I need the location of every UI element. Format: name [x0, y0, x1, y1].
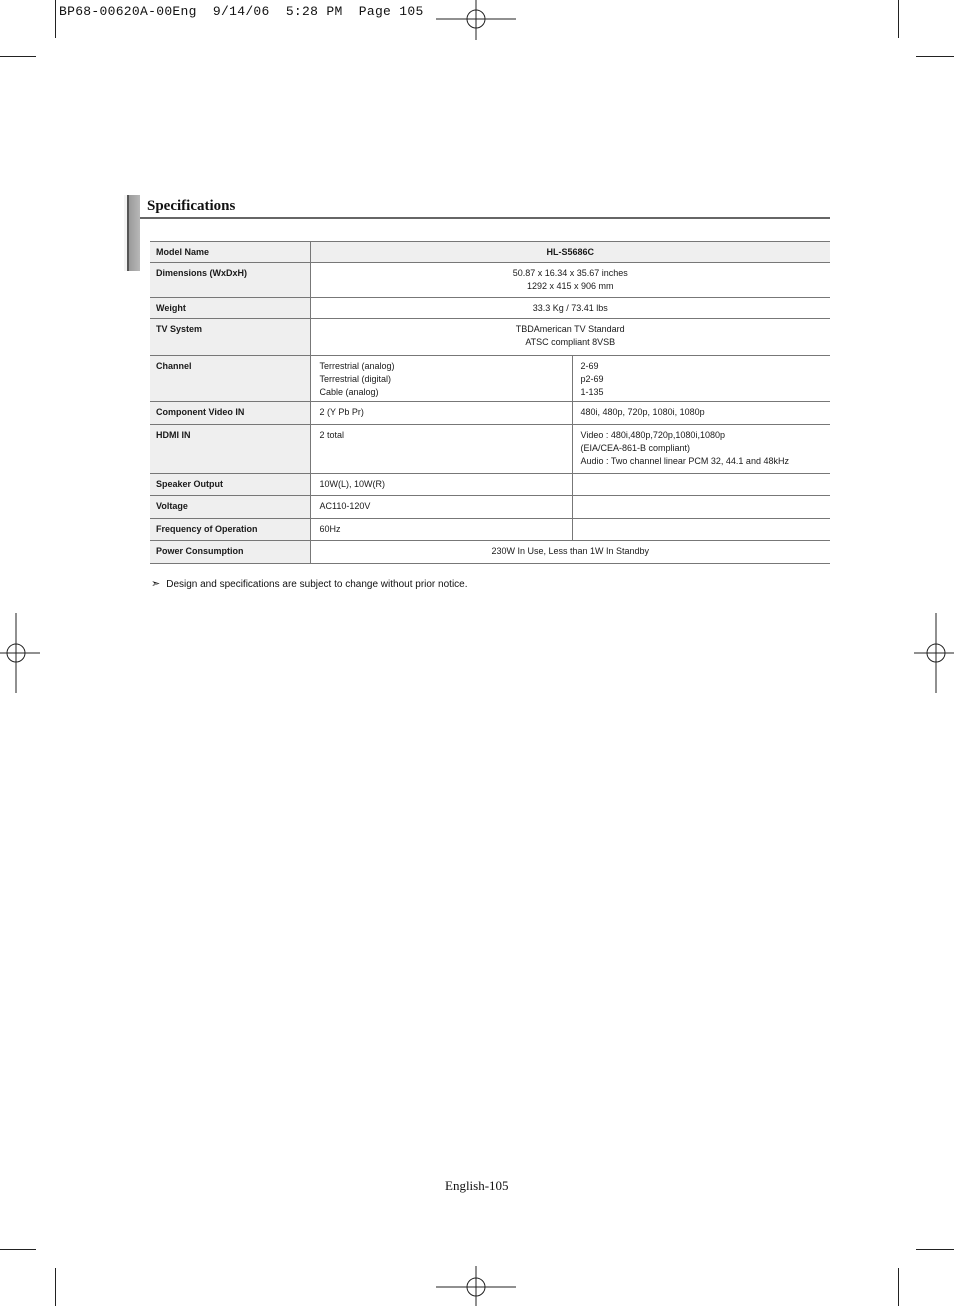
hdmi-detail: Video : 480i,480p,720p,1080i,1080p	[580, 430, 725, 440]
speaker-value: 10W(L), 10W(R)	[310, 474, 572, 496]
note-arrow-icon: ➣	[151, 578, 161, 590]
section-title: Specifications	[147, 198, 236, 214]
row-label: Channel	[150, 356, 310, 402]
hdmi-detail: (EIA/CEA-861-B compliant)	[580, 443, 691, 453]
table-row-weight	[150, 298, 830, 319]
registration-mark-bottom	[436, 1266, 516, 1306]
note-text: Design and specifications are subject to change without prior notice.	[166, 579, 468, 590]
channel-ranges	[572, 356, 830, 402]
empty-cell	[572, 519, 830, 541]
channel-type: Cable (analog)	[319, 387, 379, 397]
title-rule	[140, 217, 830, 219]
channel-range: 2-69	[580, 361, 599, 371]
tv-system-line: ATSC compliant 8VSB	[525, 337, 616, 347]
table-row-frequency	[150, 519, 830, 541]
table-row-power	[150, 541, 830, 564]
component-formats: 480i, 480p, 720p, 1080i, 1080p	[572, 402, 830, 425]
page-number: English-105	[445, 1178, 509, 1193]
registration-mark-left	[0, 613, 40, 693]
channel-type: Terrestrial (digital)	[319, 374, 392, 384]
crop-mark	[0, 1249, 36, 1250]
table-row-channel	[150, 356, 830, 402]
row-label: Frequency of Operation	[150, 519, 310, 541]
weight-value: 33.3 Kg / 73.41 lbs	[310, 298, 830, 319]
table-row-tv-system	[150, 319, 830, 356]
hdmi-details	[572, 425, 830, 474]
tv-system-line: TBDAmerican TV Standard	[515, 324, 625, 334]
row-label: Weight	[150, 298, 310, 319]
row-label: TV System	[150, 319, 310, 356]
table-row-dimensions	[150, 263, 830, 298]
empty-cell	[572, 474, 830, 496]
spec-change-note	[151, 577, 468, 590]
row-label: Speaker Output	[150, 474, 310, 496]
table-row-hdmi	[150, 425, 830, 474]
crop-mark	[55, 1268, 56, 1306]
crop-mark	[916, 1249, 954, 1250]
channel-type: Terrestrial (analog)	[319, 361, 395, 371]
specifications-table	[150, 241, 830, 564]
crop-mark	[55, 0, 56, 38]
dimensions-inches: 50.87 x 16.34 x 35.67 inches	[512, 268, 628, 278]
channel-range: p2-69	[580, 374, 604, 384]
section-side-bar	[124, 195, 140, 271]
row-label: Voltage	[150, 496, 310, 519]
print-slug: BP68-00620A-00Eng 9/14/06 5:28 PM Page 105	[59, 4, 424, 19]
frequency-value: 60Hz	[310, 519, 572, 541]
table-row-voltage	[150, 496, 830, 519]
power-value: 230W In Use, Less than 1W In Standby	[310, 541, 830, 564]
voltage-value: AC110-120V	[310, 496, 572, 519]
table-row-model	[150, 242, 830, 263]
hdmi-count: 2 total	[310, 425, 572, 474]
crop-mark	[898, 0, 899, 38]
crop-mark	[916, 56, 954, 57]
row-label: Model Name	[150, 242, 310, 263]
component-count: 2 (Y Pb Pr)	[310, 402, 572, 425]
dimensions-value	[310, 263, 830, 298]
row-label: Dimensions (WxDxH)	[150, 263, 310, 298]
empty-cell	[572, 496, 830, 519]
channel-range: 1-135	[580, 387, 604, 397]
table-row-component	[150, 402, 830, 425]
tv-system-value	[310, 319, 830, 356]
row-label: HDMI IN	[150, 425, 310, 474]
channel-types	[310, 356, 572, 402]
model-value: HL-S5686C	[310, 242, 830, 263]
crop-mark	[898, 1268, 899, 1306]
crop-mark	[0, 56, 36, 57]
dimensions-mm: 1292 x 415 x 906 mm	[526, 281, 614, 291]
registration-mark-top	[436, 0, 516, 40]
hdmi-detail: Audio : Two channel linear PCM 32, 44.1 and 48kHz	[580, 456, 789, 466]
table-row-speaker	[150, 474, 830, 496]
registration-mark-right	[914, 613, 954, 693]
row-label: Component Video IN	[150, 402, 310, 425]
row-label: Power Consumption	[150, 541, 310, 564]
